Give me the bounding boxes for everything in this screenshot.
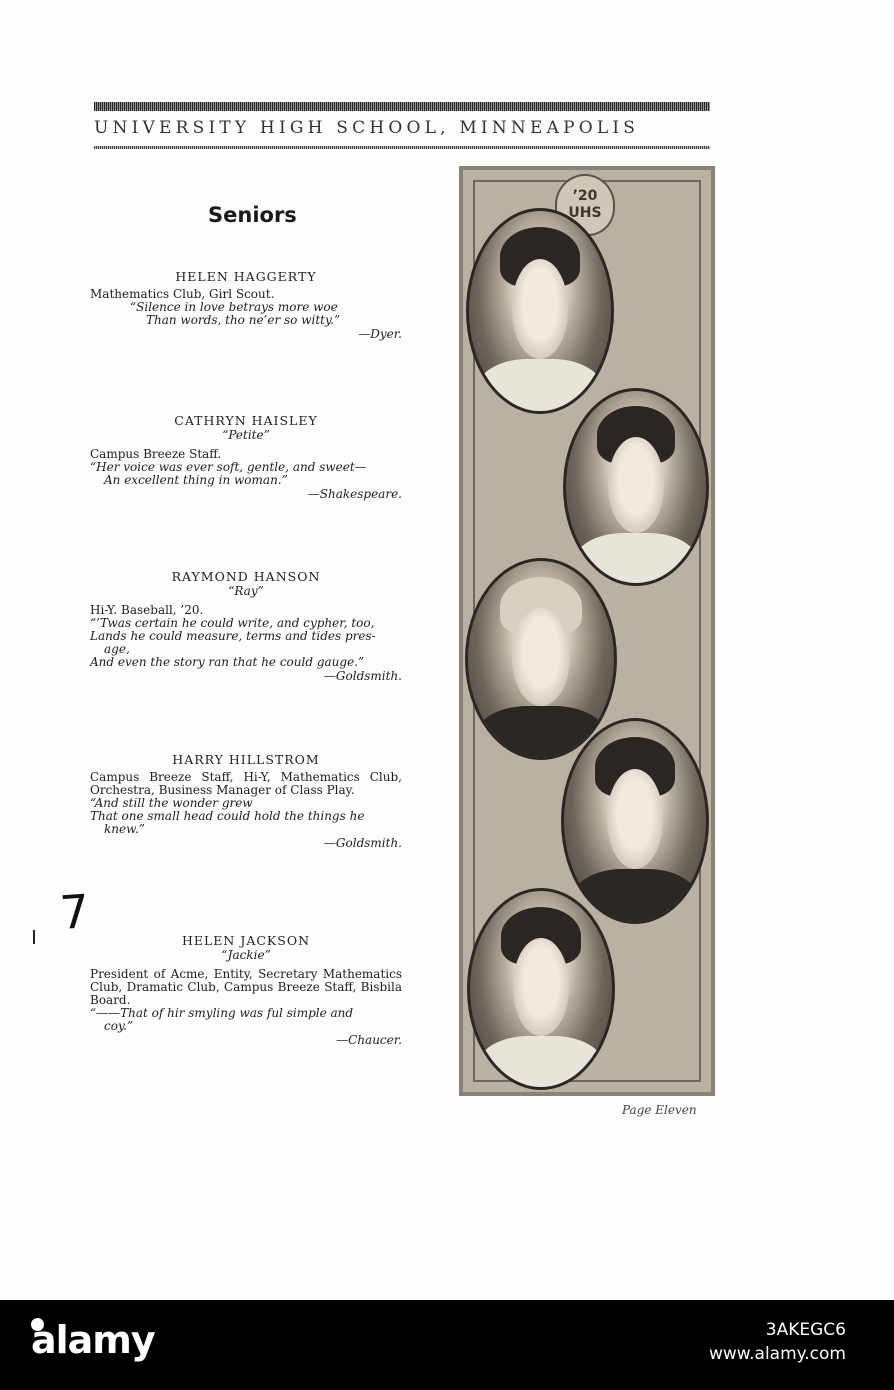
- watermark-footer: [0, 1300, 894, 1390]
- senior-attribution: —Dyer.: [358, 327, 402, 341]
- portrait-face: [608, 437, 664, 533]
- portrait-helen-haggerty: [466, 208, 614, 414]
- senior-quote-line: “——That of hir smyling was ful simple and: [90, 1006, 354, 1020]
- senior-activities: Campus Breeze Staff.: [90, 447, 222, 461]
- portrait-raymond-hanson: [465, 558, 617, 760]
- portrait-cathryn-haisley: [563, 388, 709, 586]
- senior-attribution: —Goldsmith.: [323, 836, 402, 850]
- brand-logo: alamy: [31, 1318, 155, 1362]
- section-title: Seniors: [208, 203, 297, 227]
- senior-quote-line: Lands he could measure, terms and tides pres-: [90, 629, 376, 643]
- senior-quote-line: “Her voice was ever soft, gentle, and sweet—: [90, 460, 367, 474]
- senior-quote-line: And even the story ran that he could gauge.”: [90, 655, 365, 669]
- handwritten-number: 7: [58, 884, 92, 940]
- senior-attribution: —Shakespeare.: [307, 487, 402, 501]
- senior-quote-line: “’Twas certain he could write, and cypher, too,: [90, 616, 375, 630]
- senior-name: HELEN JACKSON: [181, 933, 311, 948]
- running-title: UNIVERSITY HIGH SCHOOL, MINNEAPOLIS: [94, 118, 640, 138]
- senior-quote-line: age,: [104, 642, 130, 656]
- senior-entry-5: [90, 934, 402, 1047]
- portrait-face: [607, 769, 664, 869]
- senior-attribution: —Chaucer.: [336, 1033, 402, 1047]
- senior-activities: Hi-Y. Baseball, ’20.: [90, 603, 204, 617]
- senior-name: CATHRYN HAISLEY: [174, 413, 318, 428]
- senior-quote-line: coy.”: [104, 1019, 134, 1033]
- portrait-clothing: [573, 533, 699, 586]
- portrait-face: [512, 259, 569, 359]
- portrait-helen-jackson: [467, 888, 615, 1090]
- header-rule-bottom: [94, 146, 710, 149]
- page-number: Page Eleven: [622, 1103, 697, 1117]
- senior-quote-line: That one small head could hold the things he: [90, 809, 365, 823]
- portrait-harry-hillstrom: [561, 718, 709, 924]
- portrait-clothing: [477, 1036, 605, 1090]
- senior-entry-2: [90, 414, 402, 501]
- image-id: 3AKEGC6: [765, 1320, 846, 1340]
- senior-entry-4: [90, 753, 402, 850]
- portrait-clothing: [476, 359, 604, 414]
- senior-nickname: “Ray”: [228, 584, 264, 598]
- senior-activities: President of Acme, Entity, Secretary Mathematics Club, Dramatic Club, Campus Breeze Staff, Bisbila Board.: [90, 967, 402, 1007]
- senior-name: HARRY HILLSTROM: [172, 752, 320, 767]
- senior-quote-line: knew.”: [104, 822, 145, 836]
- senior-quote-line: “Silence in love betrays more woe: [130, 300, 338, 314]
- senior-entry-1: [90, 270, 402, 341]
- senior-quote-line: Than words, tho ne’er so witty.”: [146, 313, 341, 327]
- senior-nickname: “Petite”: [222, 428, 270, 442]
- senior-name: HELEN HAGGERTY: [175, 269, 317, 284]
- senior-attribution: —Goldsmith.: [323, 669, 402, 683]
- photo-strip: [459, 166, 715, 1096]
- portrait-face: [513, 938, 570, 1036]
- senior-name: RAYMOND HANSON: [171, 569, 321, 584]
- senior-activities: Mathematics Club, Girl Scout.: [90, 287, 275, 301]
- pencil-mark: [33, 930, 35, 944]
- senior-activities: Campus Breeze Staff, Hi-Y, Mathematics Club, Orchestra, Business Manager of Class Play.: [90, 770, 402, 797]
- site-url: www.alamy.com: [708, 1344, 846, 1364]
- senior-entry-3: [90, 570, 402, 683]
- portrait-face: [512, 608, 570, 706]
- senior-nickname: “Jackie”: [221, 948, 271, 962]
- image-reference: [709, 1318, 846, 1366]
- crest-year: ’20: [572, 188, 598, 204]
- senior-quote-line: An excellent thing in woman.”: [104, 473, 288, 487]
- header-rule-top: [94, 102, 710, 111]
- crest-initials: UHS: [568, 205, 602, 221]
- senior-quote-line: “And still the wonder grew: [90, 796, 253, 810]
